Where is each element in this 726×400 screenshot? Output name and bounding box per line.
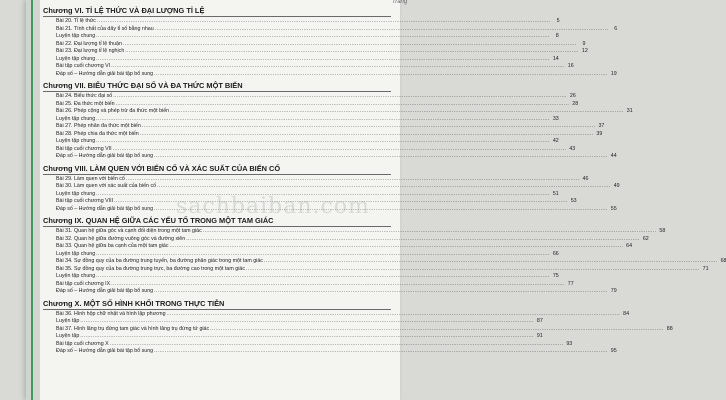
dot-leader [80,333,534,341]
toc-page-number: 84 [623,310,630,317]
toc-page-number: 37 [598,123,605,129]
toc-page-number: 5 [556,18,560,24]
dot-leader [96,33,550,41]
toc-entry-title: Đáp số – Hướng dẫn giải bài tập bổ sung [56,288,154,294]
watermark: sachbaiban.com [176,194,370,219]
toc-entry [43,130,603,139]
toc-entry [43,250,559,259]
toc-entry [43,333,543,341]
toc-entry-title: Bài tập cuối chương IX [56,280,111,287]
toc-entry [43,348,617,356]
toc-entry-title: Đáp số – Hướng dẫn giải bài tập bổ sung [56,205,154,212]
toc-entry [43,175,589,184]
toc-entry [43,25,618,34]
toc-entry [43,153,617,161]
dot-leader [111,281,565,289]
toc-entry [43,138,559,146]
toc-entry-title: Bài 31. Quan hệ giữa góc và cạnh đối diện trong một tam giác [56,228,202,234]
book-page [26,0,726,400]
toc-entry [43,145,576,154]
toc-page-number: 58 [659,228,666,234]
toc-page-number: 71 [702,265,709,272]
toc-entry [43,273,559,281]
toc-entry [43,258,726,266]
page-column-header: Trang [392,0,408,5]
toc-entry [43,280,574,289]
toc-entry-title: Bài tập cuối chương VII [56,145,112,152]
toc-entry [43,288,617,296]
toc-entry-title: Đáp số – Hướng dẫn giải bài tập bổ sung [56,153,154,159]
dot-leader [96,251,550,259]
toc-page-number: 95 [610,348,617,354]
chapter-heading: Chương VII. BIỂU THỨC ĐẠI SỐ VÀ ĐA THỨC MỘT BIẾN [43,80,391,92]
dot-leader [210,326,664,334]
toc-page-number: 39 [596,130,603,137]
dot-leader [96,116,550,124]
toc-entry-title: Bài 30. Làm quen với xác suất của biến cố [56,183,157,189]
toc-page-number: 43 [569,145,576,152]
chapter-heading: Chương X. MỘT SỐ HÌNH KHỐI TRONG THỰC TIỄN [43,298,391,310]
toc-entry [43,123,605,131]
toc-entry [43,340,573,349]
dot-leader [116,101,570,109]
toc-entry-title: Bài 27. Phép nhân đa thức một biến [56,123,141,129]
toc-entry-title: Bài 34. Sự đồng quy của ba đường trung tuyến, ba đường phân giác trong một tam giác [56,258,263,264]
toc-entry-title: Bài 21. Tính chất của dãy tỉ số bằng nhau [56,25,154,32]
toc-entry [43,235,649,244]
toc-entry-title: Đáp số – Hướng dẫn giải bài tập bổ sung [56,348,154,354]
toc-page-number: 42 [552,138,559,144]
chapter-heading: Chương IX. QUAN HỆ GIỮA CÁC YẾU TỐ TRONG MỘT TAM GIÁC [43,215,391,227]
toc-page-number: 68 [720,258,726,264]
dot-leader [203,228,657,236]
toc-page-number: 31 [626,108,633,114]
toc-entry [43,48,588,56]
toc-entry-title: Luyện tập chung [56,138,96,144]
toc-entry-title: Bài 35. Sự đồng quy của ba đường trung trực, ba đường cao trong một tam giác [56,265,245,272]
toc-entry [43,183,620,191]
toc-entry-title: Bài 37. Hình lăng trụ đứng tam giác và hình lăng trụ đứng tứ giác [56,325,210,332]
toc-page-number: 16 [567,63,574,69]
toc-page-number: 53 [570,198,577,204]
toc-page-number: 87 [536,318,543,324]
toc-entry [43,325,673,334]
dot-leader [80,318,534,326]
toc-entry [43,70,617,79]
toc-entry [43,265,709,274]
dot-leader [154,153,608,161]
toc-entry [43,100,579,109]
toc-page-number: 79 [610,288,617,294]
toc-entry [43,55,559,64]
toc-entry-title: Bài 36. Hình hộp chữ nhật và hình lập phương [56,310,166,317]
dot-leader [264,258,718,266]
toc-entry-title: Bài tập cuối chương VIII [56,198,114,204]
toc-entry-title: Luyện tập chung [56,33,96,39]
toc-page-number: 75 [552,273,559,279]
dot-leader [170,243,624,251]
toc-entry [43,115,559,124]
dot-leader [96,273,550,281]
dot-leader [154,288,608,296]
toc-page-number: 77 [567,280,574,287]
toc-entry [43,108,633,116]
dot-leader [123,41,577,49]
toc-entry-title: Bài 22. Đại lượng tỉ lệ thuận [56,40,122,47]
toc-page-number: 55 [610,205,617,212]
toc-entry-title: Bài 28. Phép chia đa thức một biến [56,130,139,137]
dot-leader [140,131,594,139]
toc-entry-title: Luyện tập chung [56,115,96,122]
dot-leader [126,176,580,184]
dot-leader [167,311,621,319]
table-of-contents [43,5,726,356]
toc-entry-title: Bài tập cuối chương X [56,340,109,347]
toc-page-number: 28 [572,100,579,107]
dot-leader [246,266,700,274]
toc-entry [43,18,560,26]
toc-page-number: 66 [552,250,559,257]
toc-entry-title: Bài 32. Quan hệ giữa đường vuông góc và đường xiên [56,235,186,242]
toc-page-number: 44 [610,153,617,159]
dot-leader [154,348,608,356]
toc-entry-title: Luyện tập [56,333,80,339]
toc-page-number: 51 [552,190,559,197]
toc-entry [43,310,630,319]
toc-entry-title: Bài 33. Quan hệ giữa ba cạnh của một tam giác [56,243,169,249]
toc-entry [43,63,574,71]
toc-entry-title: Bài 24. Biểu thức đại số [56,93,113,99]
dot-leader [154,71,608,79]
toc-page-number: 88 [666,325,673,332]
dot-leader [111,63,565,71]
toc-page-number: 14 [552,55,559,62]
dot-leader [155,26,609,34]
toc-entry [43,228,666,236]
toc-entry-title: Luyện tập chung [56,55,96,62]
dot-leader [110,341,564,349]
toc-entry [43,33,559,41]
toc-page-number: 8 [555,33,559,39]
green-margin-rule [31,0,33,400]
toc-entry-title: Luyện tập chung [56,190,96,197]
dot-leader [96,56,550,64]
toc-entry-title: Bài 23. Đại lượng tỉ lệ nghịch [56,48,125,54]
toc-entry-title: Luyện tập [56,318,80,324]
dot-leader [113,93,567,101]
toc-entry [43,93,576,101]
toc-entry-title: Bài 20. Tỉ lệ thức [56,18,96,24]
toc-entry-title: Bài tập cuối chương VI [56,63,111,69]
toc-page-number: 93 [566,340,573,347]
toc-page-number: 91 [536,333,543,339]
toc-page-number: 64 [626,243,633,249]
toc-page-number: 12 [581,48,588,54]
dot-leader [125,48,579,56]
toc-page-number: 49 [613,183,620,189]
dot-leader [97,18,551,26]
toc-entry-title: Luyện tập chung [56,273,96,279]
toc-page-number: 19 [610,70,617,77]
toc-entry-title: Bài 29. Làm quen với biến cố [56,175,125,182]
toc-entry-title: Đáp số – Hướng dẫn giải bài tập bổ sung [56,70,154,77]
toc-entry [43,243,633,251]
dot-leader [96,138,550,146]
toc-entry-title: Luyện tập chung [56,250,96,257]
toc-entry [43,40,586,49]
dot-leader [142,123,596,131]
dot-leader [186,236,640,244]
toc-page-number: 9 [582,40,586,47]
chapter-heading: Chương VI. TỈ LỆ THỨC VÀ ĐẠI LƯỢNG TỈ LỆ [43,5,391,17]
toc-entry-title: Bài 26. Phép cộng và phép trừ đa thức một biến [56,108,170,114]
dot-leader [170,108,624,116]
toc-page-number: 33 [552,115,559,122]
toc-entry [43,318,543,326]
toc-page-number: 6 [614,25,618,32]
dot-leader [157,183,611,191]
toc-page-number: 62 [642,235,649,242]
toc-entry-title: Bài 25. Đa thức một biến [56,100,115,107]
toc-page-number: 46 [582,175,589,182]
dot-leader [113,146,567,154]
page-side-bar [26,0,40,400]
chapter-heading: Chương VIII. LÀM QUEN VỚI BIẾN CỐ VÀ XÁC SUẤT CỦA BIẾN CỐ [43,163,391,175]
toc-page-number: 26 [569,93,576,99]
